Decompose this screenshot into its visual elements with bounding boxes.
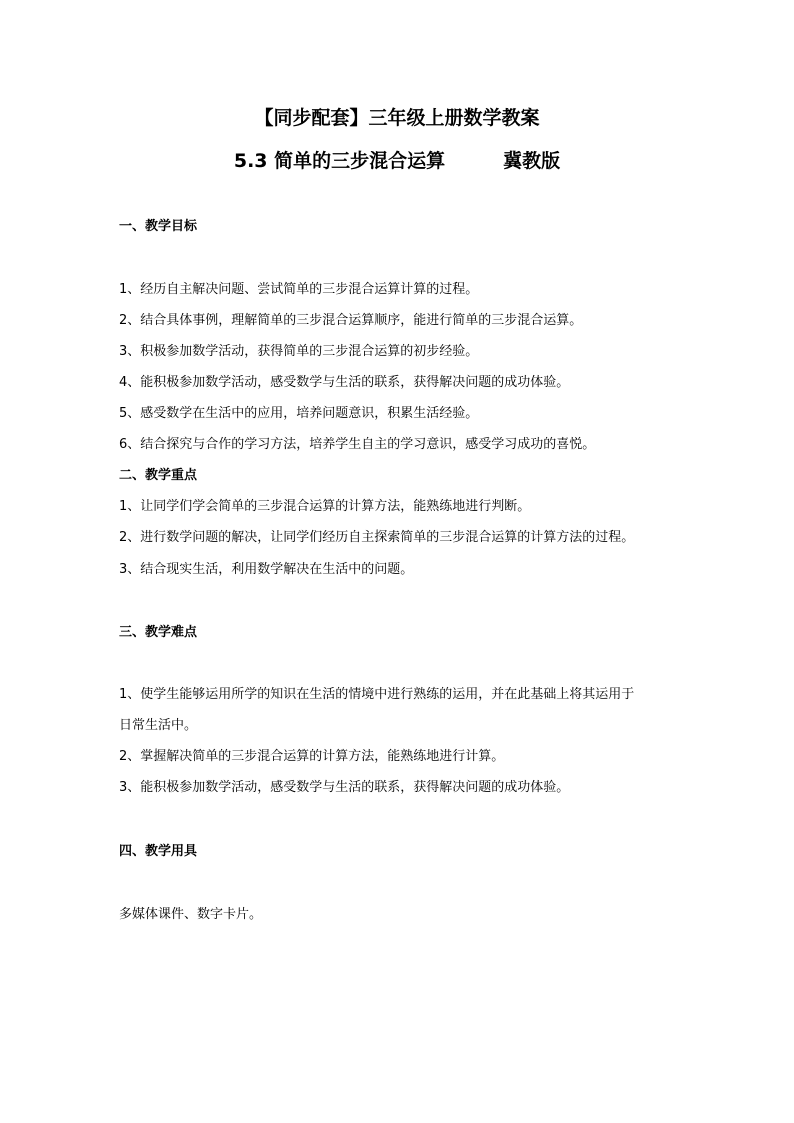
objective-item: 6、结合探究与合作的学习方法，培养学生自主的学习意识，感受学习成功的喜悦。 [119, 437, 596, 452]
lesson-title: 5.3 简单的三步混合运算 [233, 150, 446, 172]
difficulty-item: 1、使学生能够运用所学的知识在生活的情境中进行熟练的运用，并在此基础上将其运用于 [119, 687, 635, 702]
document-title: 【同步配套】三年级上册数学教案 [254, 107, 540, 129]
objective-item: 5、感受数学在生活中的应用，培养问题意识，积累生活经验。 [119, 406, 479, 421]
difficulty-item: 2、掌握解决简单的三步混合运算的计算方法，能熟练地进行计算。 [119, 749, 505, 764]
edition-label: 冀教版 [503, 150, 561, 172]
objective-item: 4、能积极参加数学活动，感受数学与生活的联系，获得解决问题的成功体验。 [119, 375, 570, 390]
section-heading-materials: 四、教学用具 [119, 844, 198, 859]
document-subtitle [0, 149, 794, 173]
key-point-item: 2、进行数学问题的解决，让同学们经历自主探索简单的三步混合运算的计算方法的过程。 [119, 530, 635, 545]
objective-item: 3、积极参加数学活动，获得简单的三步混合运算的初步经验。 [119, 344, 479, 359]
difficulty-item: 3、能积极参加数学活动，感受数学与生活的联系，获得解决问题的成功体验。 [119, 780, 570, 795]
materials-item: 多媒体课件、数字卡片。 [119, 907, 263, 922]
objective-item: 2、结合具体事例，理解简单的三步混合运算顺序，能进行简单的三步混合运算。 [119, 313, 583, 328]
objective-item: 1、经历自主解决问题、尝试简单的三步混合运算计算的过程。 [119, 282, 479, 297]
key-point-item: 1、让同学们学会简单的三步混合运算的计算方法，能熟练地进行判断。 [119, 499, 531, 514]
section-heading-objectives: 一、教学目标 [119, 219, 198, 234]
section-heading-key-points: 二、教学重点 [119, 468, 198, 483]
key-point-item: 3、结合现实生活，利用数学解决在生活中的问题。 [119, 562, 414, 577]
section-heading-difficulties: 三、教学难点 [119, 625, 198, 640]
difficulty-item-continuation: 日常生活中。 [119, 718, 198, 733]
